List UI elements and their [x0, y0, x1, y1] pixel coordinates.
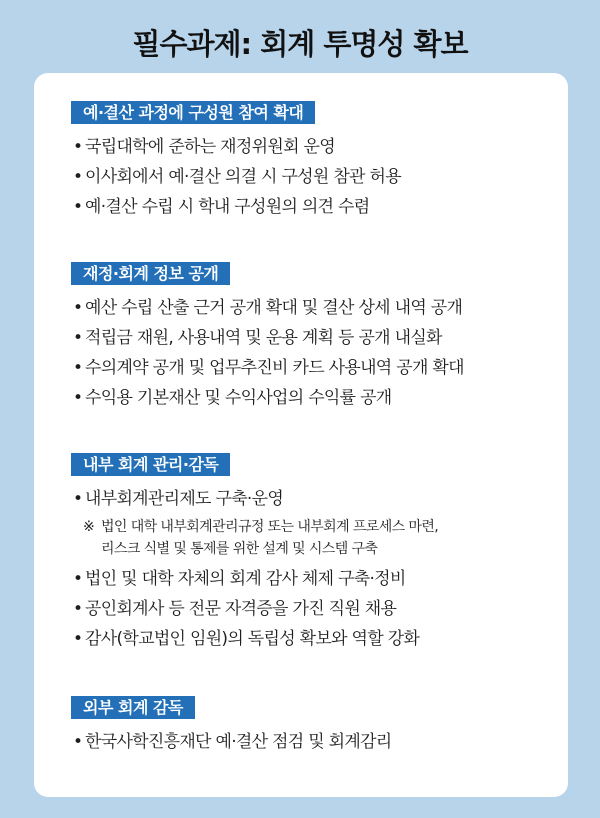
- list-item: • 수의계약 공개 및 업무추진비 카드 사용내역 공개 확대: [71, 353, 464, 383]
- list-item: • 예산 수립 산출 근거 공개 확대 및 결산 상세 내역 공개: [71, 293, 464, 323]
- bullet-icon: •: [73, 489, 83, 509]
- bullet-icon: •: [73, 732, 83, 752]
- list-item: • 내부회계관리제도 구축·운영: [71, 484, 438, 514]
- page-title: 필수과제: 회계 투명성 확보: [132, 27, 468, 61]
- section-internal-audit: [71, 453, 438, 654]
- list-item: • 국립대학에 준하는 재정위원회 운영: [71, 132, 401, 162]
- bullet-icon: •: [73, 197, 83, 217]
- bullet-icon: •: [73, 358, 83, 378]
- note-line-1: 법인 대학 내부회계관리규정 또는 내부회계 프로세스 마련,: [101, 519, 439, 535]
- bullet-icon: •: [73, 298, 83, 318]
- note-line-2: 리스크 식별 및 통제를 위한 설계 및 시스템 구축: [101, 541, 378, 557]
- list-item: • 예·결산 수립 시 학내 구성원의 의견 수렴: [71, 192, 401, 222]
- content-card: [34, 73, 568, 797]
- list-item: • 한국사학진흥재단 예·결산 점검 및 회계감리: [71, 727, 392, 757]
- bullet-icon: •: [73, 599, 83, 619]
- list-item: • 이사회에서 예·결산 의결 시 구성원 참관 허용: [71, 162, 401, 192]
- list-item: • 법인 및 대학 자체의 회계 감사 체제 구축·정비: [71, 564, 438, 594]
- list-item: • 적립금 재원, 사용내역 및 운용 계획 등 공개 내실화: [71, 323, 464, 353]
- bullet-icon: •: [73, 137, 83, 157]
- bullet-icon: •: [73, 167, 83, 187]
- section-disclosure: [71, 262, 464, 413]
- bullet-icon: •: [73, 388, 83, 408]
- section-participation: [71, 101, 401, 222]
- list-item: • 감사(학교법인 임원)의 독립성 확보와 역할 강화: [71, 624, 438, 654]
- section-external-audit: [71, 696, 392, 757]
- bullet-icon: •: [73, 629, 83, 649]
- bullet-icon: •: [73, 569, 83, 589]
- section-heading: 예·결산 과정에 구성원 참여 확대: [71, 101, 315, 124]
- bullet-icon: •: [73, 328, 83, 348]
- section-heading: 재정·회계 정보 공개: [71, 262, 230, 285]
- note-mark-icon: ※: [83, 519, 95, 535]
- section-heading: 내부 회계 관리·감독: [71, 453, 230, 476]
- footnote: [71, 516, 438, 560]
- list-item: • 수익용 기본재산 및 수익사업의 수익률 공개: [71, 383, 464, 413]
- section-heading: 외부 회계 감독: [71, 696, 195, 719]
- list-item: • 공인회계사 등 전문 자격증을 가진 직원 채용: [71, 594, 438, 624]
